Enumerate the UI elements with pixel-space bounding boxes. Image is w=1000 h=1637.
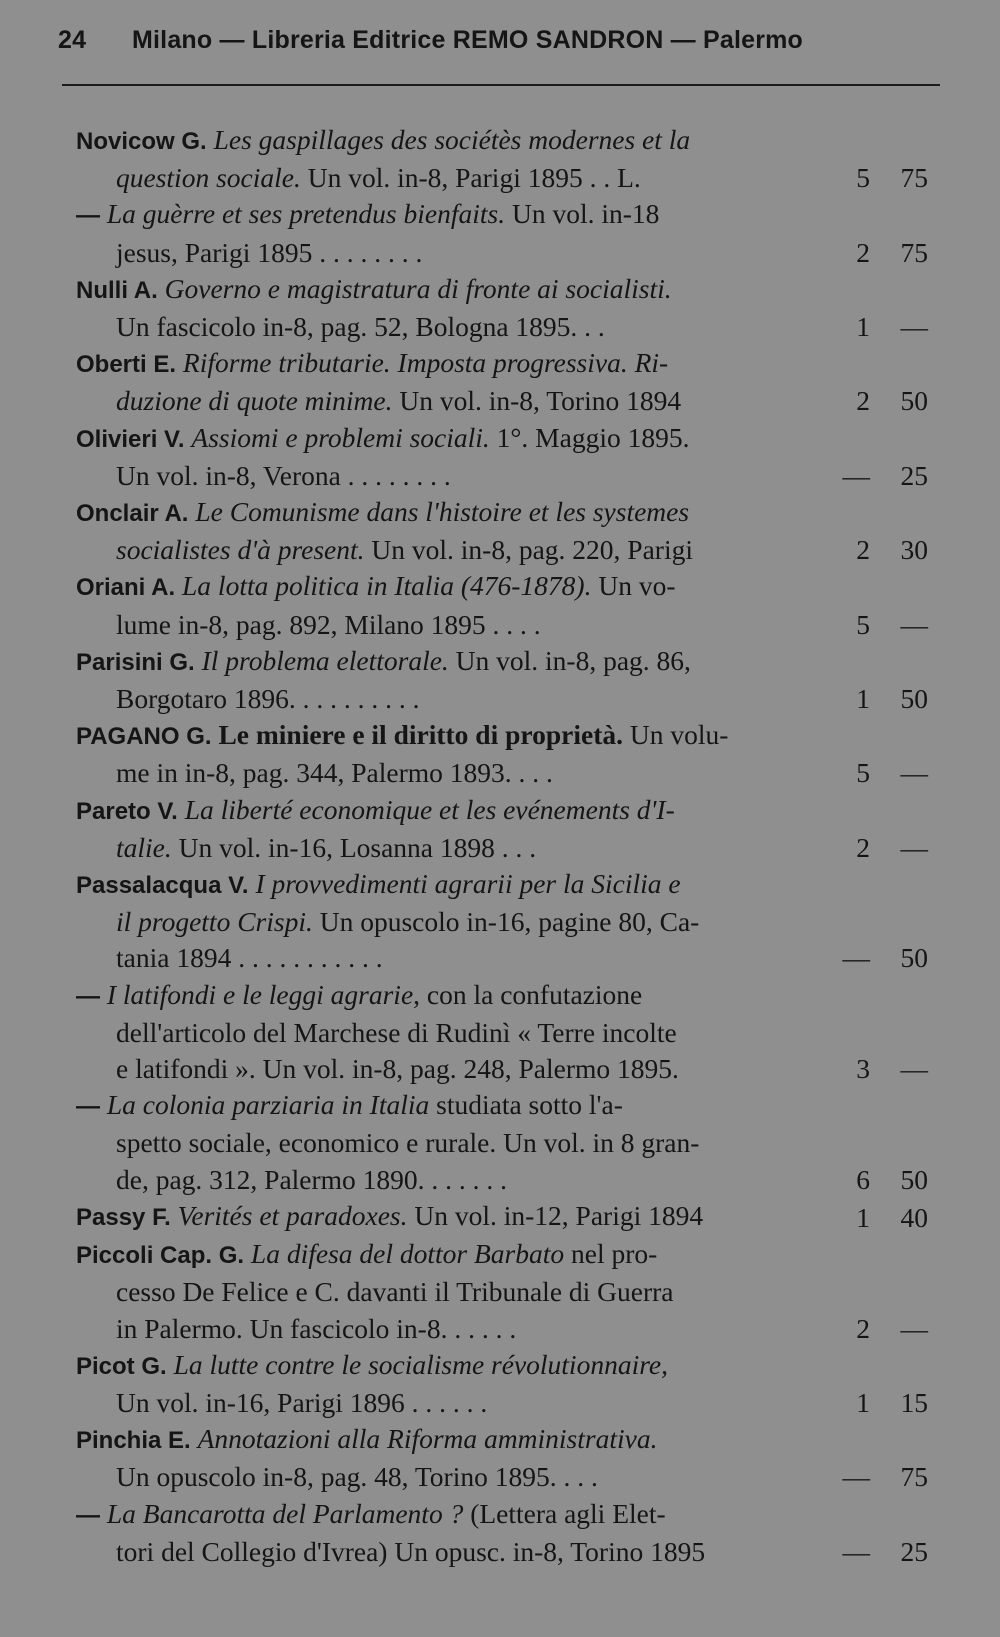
catalog-entry	[76, 792, 928, 866]
running-header	[58, 26, 878, 55]
catalog-entry	[76, 977, 928, 1088]
entry-author: Passy F.	[76, 1203, 171, 1231]
entry-author: —	[76, 202, 100, 230]
entry-price	[820, 1051, 928, 1087]
entry-details: 1°. Maggio 1895.	[489, 421, 690, 453]
entry-details: nel pro-	[564, 1238, 658, 1270]
entry-details: Un vol. in-8, Torino 1894	[392, 385, 682, 417]
entry-line	[76, 458, 816, 494]
entry-details: me in in-8, pag. 344, Palermo 1893. . . .	[116, 757, 553, 789]
entry-line	[76, 904, 816, 940]
price-lire: 3	[856, 1053, 870, 1085]
entry-author: Oberti E.	[76, 351, 177, 379]
entry-details: (Lettera agli Elet-	[463, 1497, 666, 1529]
price-centesimi: 75	[900, 236, 928, 268]
entry-author: PAGANO G.	[76, 723, 212, 751]
entry-line	[76, 607, 816, 643]
entry-author: —	[76, 1501, 100, 1529]
entry-line	[76, 1274, 816, 1310]
entry-author: Parisini G.	[76, 648, 195, 676]
entry-details: in Palermo. Un fascicolo in-8. . . . . .	[116, 1312, 517, 1344]
entry-price	[820, 830, 928, 866]
catalog-entry	[76, 196, 928, 270]
price-lire: 2	[856, 831, 870, 863]
entry-line	[76, 755, 816, 791]
entry-line	[76, 1051, 816, 1087]
entry-price	[820, 1385, 928, 1421]
price-lire: 2	[856, 385, 870, 417]
entry-price	[820, 1459, 928, 1495]
entry-details: Un opuscolo in-8, pag. 48, Torino 1895. . . .	[116, 1461, 598, 1493]
price-centesimi: 50	[900, 942, 928, 974]
price-centesimi: 50	[900, 385, 928, 417]
price-centesimi: —	[900, 1312, 928, 1344]
entry-title: La Bancarotta del Parlamento ?	[106, 1497, 464, 1529]
entry-author: Onclair A.	[76, 500, 189, 528]
entry-title: question sociale.	[116, 162, 301, 194]
entry-author: Pareto V.	[76, 797, 178, 825]
entry-title: La liberté economique et les evénements d'I-	[184, 793, 675, 825]
entry-author: —	[76, 982, 100, 1010]
price-lire: 2	[856, 1312, 870, 1344]
entry-title: Il problema elettorale.	[201, 644, 449, 676]
catalog-entry	[76, 1087, 928, 1198]
catalog-entry	[76, 1236, 928, 1347]
price-lire: —	[842, 942, 870, 974]
entry-title: Governo e magistratura di fronte ai socialisti.	[164, 272, 672, 304]
entry-title: La guèrre et ses pretendus bienfaits.	[106, 198, 506, 230]
price-centesimi: 40	[900, 1201, 928, 1233]
catalog-entry	[76, 568, 928, 642]
header-rule	[62, 84, 940, 86]
entry-line	[76, 1125, 816, 1161]
entry-line	[76, 420, 816, 458]
entry-details: Un vol. in-16, Parigi 1896 . . . . . .	[116, 1386, 488, 1418]
entry-title: Le miniere e il diritto di proprietà.	[218, 719, 623, 751]
entry-price	[820, 1534, 928, 1570]
catalog-entry	[76, 122, 928, 196]
entry-price	[820, 160, 928, 196]
entry-price	[820, 940, 928, 976]
entry-author: Olivieri V.	[76, 425, 185, 453]
entry-line	[76, 383, 816, 419]
entry-line	[76, 940, 816, 976]
price-centesimi: 75	[900, 1461, 928, 1493]
entry-price	[820, 532, 928, 568]
entry-details: lume in-8, pag. 892, Milano 1895 . . . .	[116, 608, 541, 640]
entry-details: tori del Collegio d'Ivrea) Un opusc. in-8, Torino 1895	[116, 1535, 706, 1567]
entry-details: cesso De Felice e C. davanti il Tribunale di Guerra	[116, 1276, 674, 1308]
entry-author: Picot G.	[76, 1352, 167, 1380]
entry-price	[820, 309, 928, 345]
entry-line	[76, 1311, 816, 1347]
entry-line	[76, 1421, 816, 1459]
price-centesimi: —	[900, 1053, 928, 1085]
entry-author: Nulli A.	[76, 276, 158, 304]
price-centesimi: —	[900, 757, 928, 789]
price-lire: 5	[856, 757, 870, 789]
entry-author: —	[76, 1093, 100, 1121]
entry-line	[76, 1236, 816, 1274]
price-centesimi: 30	[900, 534, 928, 566]
entry-title: Verités et paradoxes.	[177, 1199, 408, 1231]
entry-line	[76, 1347, 816, 1385]
entry-title: talie.	[116, 831, 172, 863]
entry-title: La difesa del dottor Barbato	[250, 1238, 565, 1270]
catalog-entry	[76, 1198, 928, 1236]
entry-title: Assiomi e problemi sociali.	[191, 421, 490, 453]
entry-author: Piccoli Cap. G.	[76, 1242, 245, 1270]
price-lire: —	[842, 1461, 870, 1493]
entry-price	[820, 458, 928, 494]
price-lire: 5	[856, 162, 870, 194]
entry-details: Borgotaro 1896. . . . . . . . . .	[116, 683, 420, 715]
entry-author: Novicow G.	[76, 128, 207, 155]
entry-title: Annotazioni alla Riforma amministrativa.	[197, 1423, 658, 1455]
entry-title: La colonia parziaria in Italia	[106, 1089, 430, 1121]
entry-line	[76, 643, 816, 681]
entry-details: Un vol. in-18	[505, 198, 660, 230]
entry-details: de, pag. 312, Palermo 1890. . . . . . .	[116, 1163, 508, 1195]
entry-title: Les gaspillages des sociétès modernes et la	[213, 124, 691, 155]
entry-line	[76, 792, 816, 830]
entry-line	[76, 271, 816, 309]
entry-title: Riforme tributarie. Imposta progressiva. Ri-	[182, 347, 669, 379]
entry-price	[820, 607, 928, 643]
entry-line	[76, 345, 816, 383]
price-centesimi: 50	[900, 683, 928, 715]
price-centesimi: —	[900, 311, 928, 343]
entry-details: Un vol. in-8, Parigi 1895 . . L.	[300, 162, 641, 194]
entry-line	[76, 309, 816, 345]
catalog-entries	[76, 122, 928, 1570]
price-lire: 2	[856, 534, 870, 566]
entry-line	[76, 1198, 816, 1236]
entry-details: tania 1894 . . . . . . . . . . .	[116, 942, 383, 974]
entry-line	[76, 866, 816, 904]
entry-price	[820, 681, 928, 717]
entry-price	[820, 755, 928, 791]
page-number: 24	[58, 26, 87, 54]
entry-details: , con la confutazione	[413, 978, 643, 1010]
price-lire: —	[842, 459, 870, 491]
entry-author: Pinchia E.	[76, 1427, 191, 1455]
price-lire: 5	[856, 608, 870, 640]
entry-details: e latifondi ». Un vol. in-8, pag. 248, Palermo 1895.	[116, 1053, 679, 1085]
entry-price	[820, 1200, 928, 1236]
catalog-entry	[76, 420, 928, 494]
entry-line	[76, 717, 816, 755]
price-lire: 1	[856, 1201, 870, 1233]
entry-title: La lutte contre le socialisme révolutionnaire,	[173, 1348, 668, 1380]
entry-details: Un vo-	[591, 570, 676, 602]
price-lire: —	[842, 1535, 870, 1567]
entry-line	[76, 568, 816, 606]
running-title: Milano — Libreria Editrice REMO SANDRON — Palermo	[132, 26, 804, 54]
entry-details: Un fascicolo in-8, pag. 52, Bologna 1895. . .	[116, 311, 605, 343]
price-lire: 1	[856, 311, 870, 343]
catalog-entry	[76, 717, 928, 791]
entry-title: socialistes d'à present.	[116, 534, 365, 566]
entry-line	[76, 1534, 816, 1570]
entry-details: spetto sociale, economico e rurale. Un vol. in 8 gran-	[116, 1127, 700, 1159]
catalog-entry	[76, 494, 928, 568]
price-centesimi: 15	[900, 1386, 928, 1418]
entry-title: I provvedimenti agrarii per la Sicilia e	[255, 868, 681, 900]
entry-title: Le Comunisme dans l'histoire et les systemes	[195, 496, 690, 528]
entry-details: Un vol. in-8, pag. 220, Parigi	[364, 534, 693, 566]
entry-line	[76, 160, 816, 196]
entry-details: Un vol. in-12, Parigi 1894	[407, 1199, 704, 1231]
price-lire: 6	[856, 1163, 870, 1195]
entry-details: Un vol. in-8, Verona . . . . . . . .	[116, 459, 451, 491]
price-lire: 2	[856, 236, 870, 268]
entry-price	[820, 1311, 928, 1347]
price-centesimi: 25	[900, 459, 928, 491]
entry-details: Un vol. in-16, Losanna 1898 . . .	[171, 831, 537, 863]
entry-price	[820, 383, 928, 419]
entry-author: Passalacqua V.	[76, 872, 249, 900]
entry-line	[76, 494, 816, 532]
entry-line	[76, 196, 816, 234]
price-lire: 1	[856, 683, 870, 715]
entry-line	[76, 681, 816, 717]
price-centesimi: 50	[900, 1163, 928, 1195]
entry-details: Un vol. in-8, pag. 86,	[448, 644, 691, 676]
entry-line	[76, 122, 816, 160]
entry-line	[76, 1162, 816, 1198]
catalog-entry	[76, 1347, 928, 1421]
entry-line	[76, 1385, 816, 1421]
catalog-entry	[76, 866, 928, 977]
entry-details: Un volu-	[623, 719, 729, 751]
entry-title: I latifondi e le leggi agrarie	[106, 978, 414, 1010]
entry-line	[76, 1459, 816, 1495]
price-lire: 1	[856, 1386, 870, 1418]
entry-title: La lotta politica in Italia (476-1878).	[182, 570, 592, 602]
entry-price	[820, 1162, 928, 1198]
entry-price	[820, 235, 928, 271]
catalog-entry	[76, 1421, 928, 1495]
entry-line	[76, 1496, 816, 1534]
catalog-entry	[76, 643, 928, 717]
catalog-entry	[76, 345, 928, 419]
entry-author: Oriani A.	[76, 574, 176, 602]
price-centesimi: —	[900, 608, 928, 640]
entry-details: Un opuscolo in-16, pagine 80, Ca-	[312, 906, 700, 938]
entry-details: dell'articolo del Marchese di Rudinì « Terre incolte	[116, 1016, 677, 1048]
entry-line	[76, 977, 816, 1015]
entry-details: jesus, Parigi 1895 . . . . . . . .	[116, 236, 423, 268]
entry-details: studiata sotto l'a-	[429, 1089, 623, 1121]
entry-line	[76, 235, 816, 271]
entry-line	[76, 830, 816, 866]
price-centesimi: 75	[900, 162, 928, 194]
entry-title: duzione di quote minime.	[116, 385, 393, 417]
price-centesimi: —	[900, 831, 928, 863]
entry-line	[76, 532, 816, 568]
entry-line	[76, 1015, 816, 1051]
entry-title: il progetto Crispi.	[116, 906, 313, 938]
entry-line	[76, 1087, 816, 1125]
catalog-entry	[76, 1496, 928, 1570]
price-centesimi: 25	[900, 1535, 928, 1567]
catalog-entry	[76, 271, 928, 345]
